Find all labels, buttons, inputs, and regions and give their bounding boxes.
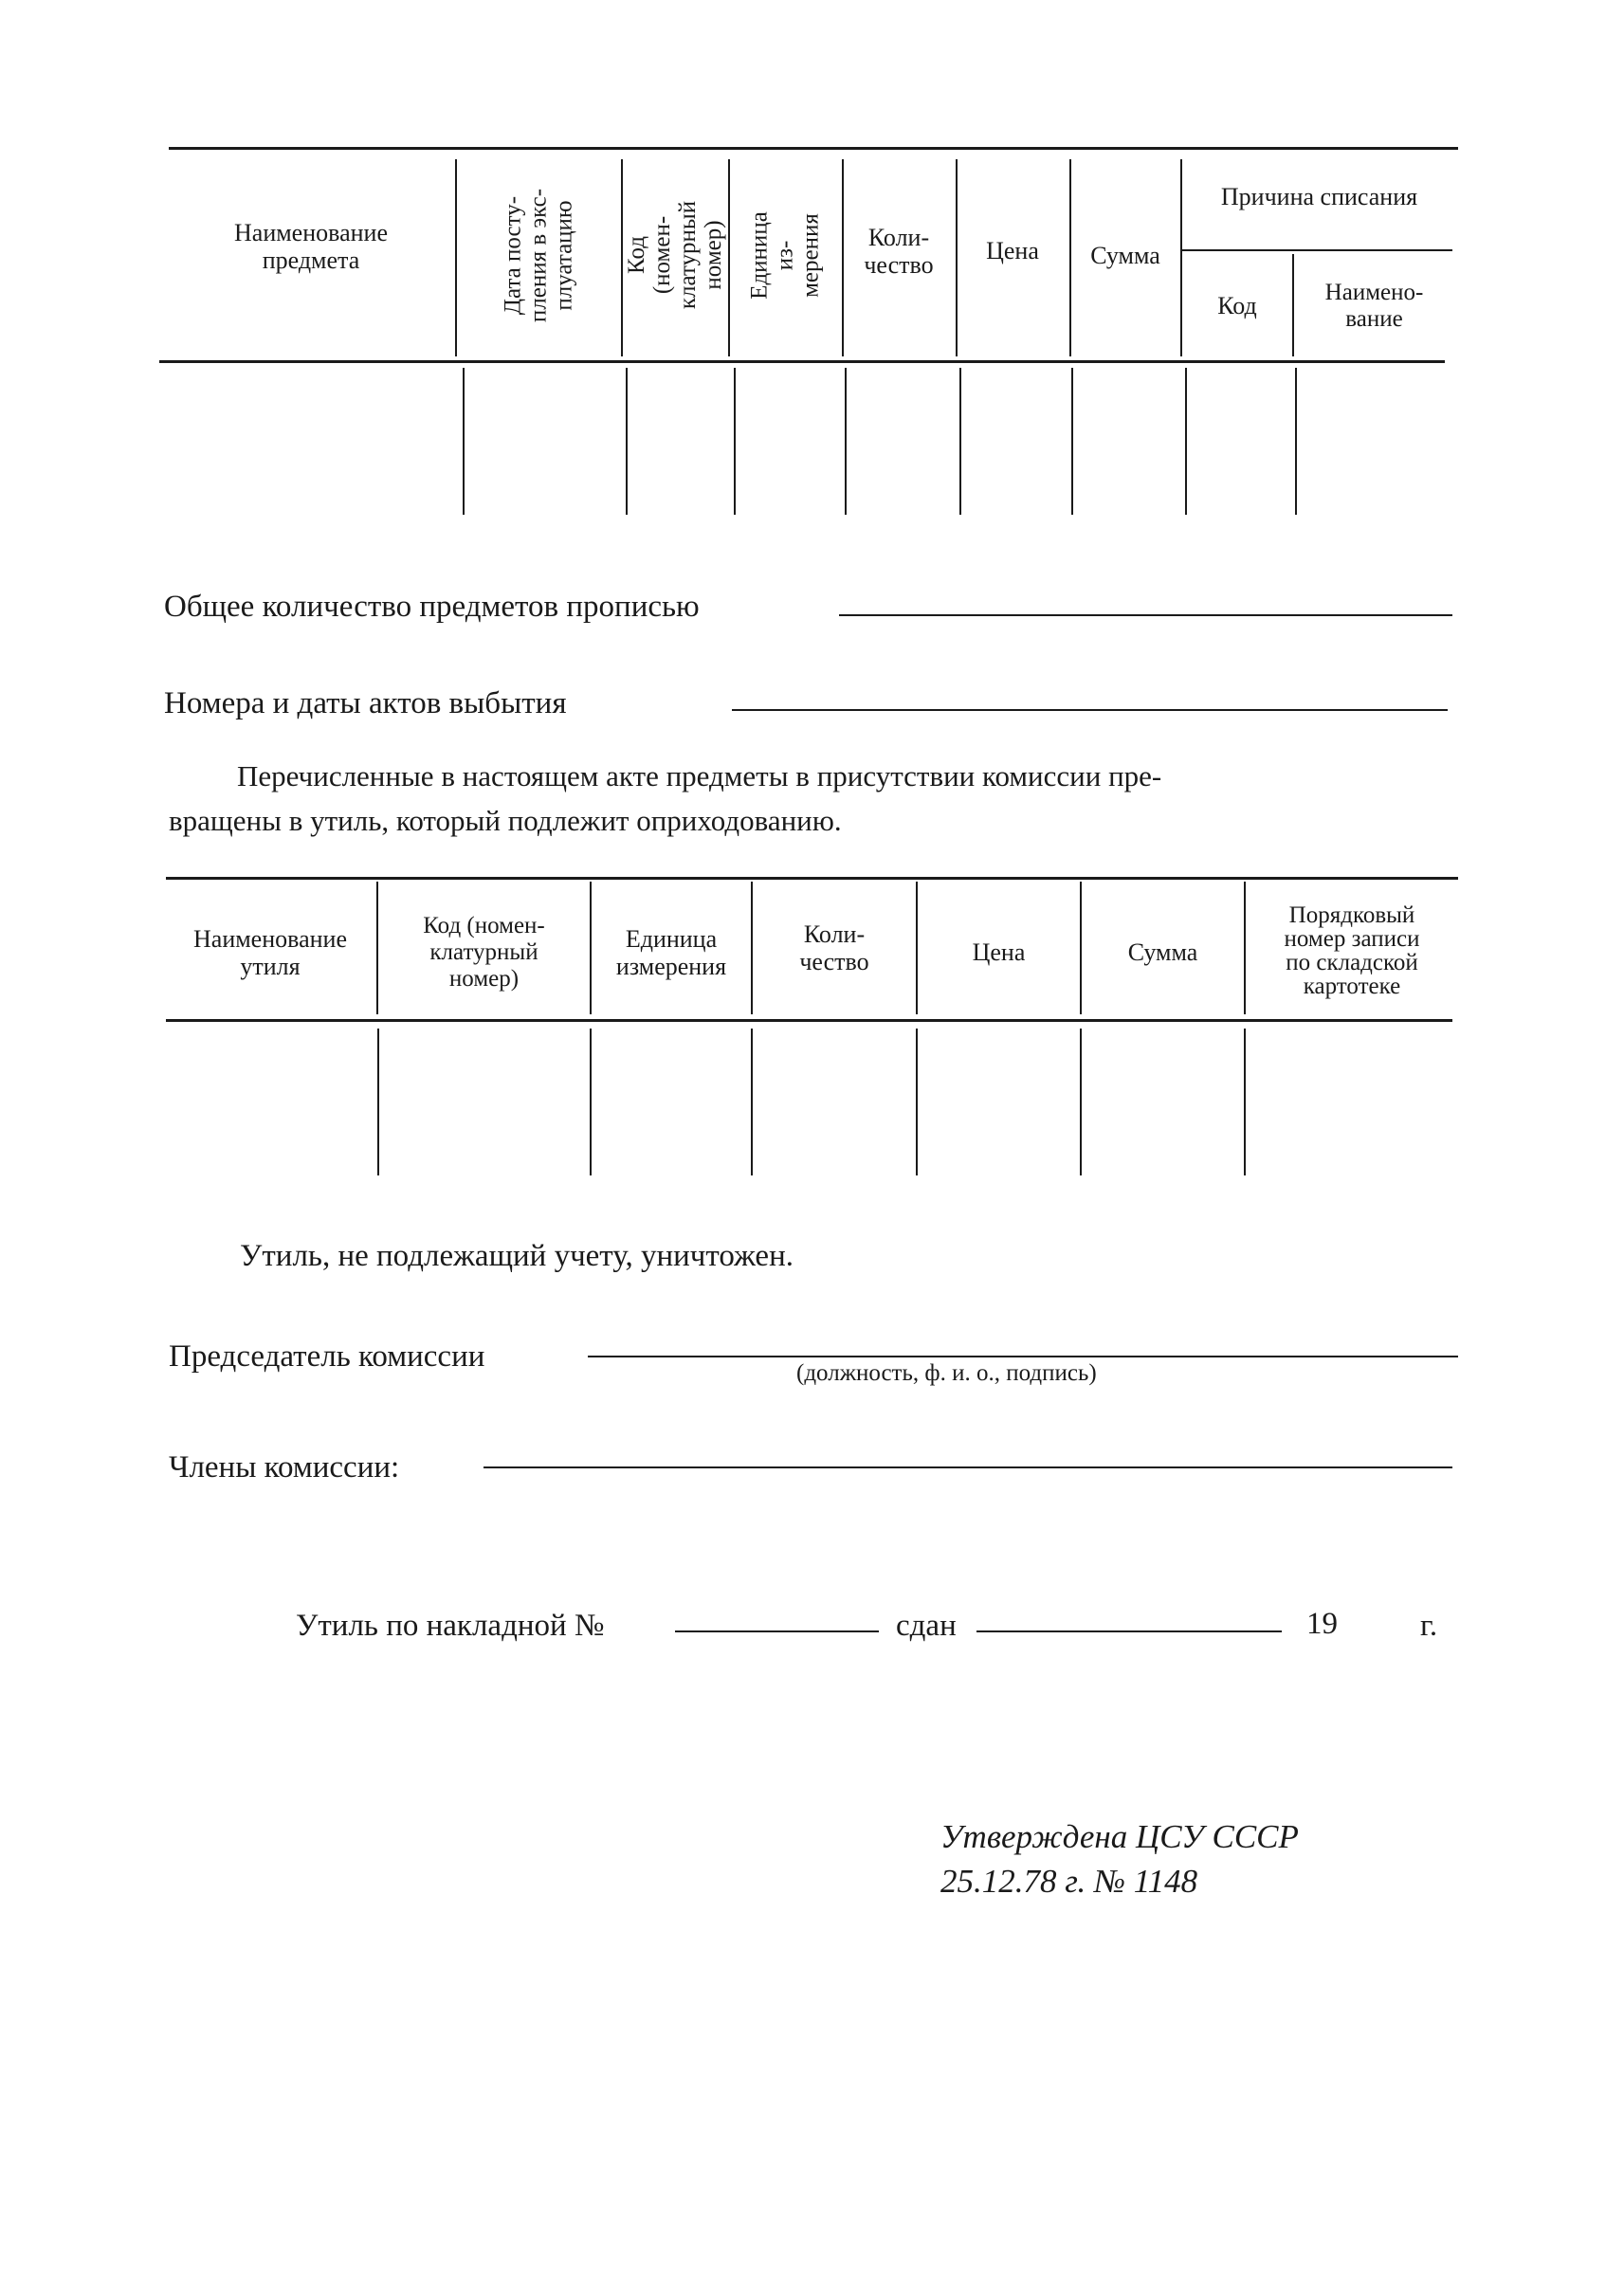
table2-header-code: Код (номен- клатурный номер) — [423, 913, 545, 992]
invoice-label: Утиль по накладной № — [296, 1609, 605, 1643]
chairman-label: Председатель комиссии — [169, 1339, 485, 1374]
scrap-destroyed-note: Утиль, не подлежащий учету, уничтожен. — [240, 1239, 794, 1273]
table2-col-divider — [1080, 882, 1082, 1014]
table2-header-record: Порядковый номер записи по складской картотеке — [1284, 902, 1420, 999]
table1-col-divider — [1069, 159, 1071, 356]
table1-header-code: Код (номен- клатурный номер) — [624, 200, 727, 310]
acts-label: Номера и даты актов выбытия — [164, 686, 567, 720]
invoice-number-field[interactable] — [675, 1630, 879, 1632]
table2-body-col-rule — [1244, 1029, 1246, 1175]
table1-header-date: Дата посту- пления в экс- плуатацию — [500, 188, 577, 322]
table2-col-divider — [751, 882, 753, 1014]
members-label: Члены комиссии: — [169, 1450, 400, 1484]
table1-header-sum: Сумма — [1090, 242, 1160, 270]
table1-header-reason: Причина списания — [1220, 182, 1418, 210]
chairman-field[interactable] — [588, 1356, 1458, 1357]
handed-label: сдан — [896, 1609, 957, 1643]
table1-col-divider — [728, 159, 730, 356]
table2-header-sum: Сумма — [1127, 938, 1198, 967]
total-items-label: Общее количество предметов прописью — [164, 590, 700, 624]
table2-col-divider — [916, 882, 918, 1014]
acts-field[interactable] — [732, 709, 1448, 711]
table1-body-col-rule — [1185, 368, 1187, 515]
table1-col-divider — [956, 159, 958, 356]
table1-body-col-rule — [845, 368, 847, 515]
table1-header-bottom-rule — [159, 360, 1445, 363]
table1-header-price: Цена — [986, 237, 1039, 265]
table2-header-price: Цена — [972, 938, 1026, 967]
table2-header-name: Наименование утиля — [193, 924, 347, 980]
table2-body-col-rule — [916, 1029, 918, 1175]
table1-col-divider — [1180, 159, 1182, 356]
table2-body-col-rule — [1080, 1029, 1082, 1175]
table2-body-col-rule — [377, 1029, 379, 1175]
table2-header-bottom-rule — [166, 1019, 1452, 1022]
table2-top-rule — [166, 877, 1458, 880]
table2-body-col-rule — [590, 1029, 592, 1175]
table2-col-divider — [1244, 882, 1246, 1014]
table2-body-col-rule — [751, 1029, 753, 1175]
table2-col-divider — [590, 882, 592, 1014]
chairman-hint: (должность, ф. и. о., подпись) — [796, 1360, 1097, 1386]
approval-line-1: Утверждена ЦСУ СССР — [940, 1818, 1299, 1855]
table1-body-col-rule — [626, 368, 628, 515]
table1-col-divider — [1292, 254, 1294, 356]
table2-col-divider — [376, 882, 378, 1014]
table1-col-divider — [621, 159, 623, 356]
table1-header-reason-code: Код — [1217, 292, 1257, 320]
year-prefix: 19 — [1306, 1607, 1338, 1641]
table1-body-col-rule — [734, 368, 736, 515]
utility-paragraph: Перечисленные в настоящем акте предметы в присутствии комиссии пре- вращены в утиль, который подлежит оприходованию. — [169, 759, 1162, 837]
table1-col-divider — [455, 159, 457, 356]
handed-date-field[interactable] — [976, 1630, 1282, 1632]
table1-body-col-rule — [959, 368, 961, 515]
approval-line-2: 25.12.78 г. № 1148 — [940, 1863, 1198, 1900]
table1-header-unit: Единица из- мерения — [746, 210, 824, 300]
table1-body-col-rule — [1295, 368, 1297, 515]
table1-header-qty: Коли- чество — [864, 223, 934, 279]
table1-body-col-rule — [1071, 368, 1073, 515]
table1-col-divider — [842, 159, 844, 356]
members-field[interactable] — [484, 1466, 1452, 1468]
table1-header-reason-name: Наимено- вание — [1324, 279, 1424, 332]
table1-body-col-rule — [463, 368, 465, 515]
table2-header-unit: Единица измерения — [615, 924, 727, 980]
table2-header-qty: Коли- чество — [799, 920, 869, 975]
table1-top-rule — [169, 147, 1458, 150]
year-suffix: г. — [1420, 1609, 1438, 1643]
total-items-field[interactable] — [839, 614, 1452, 616]
table1-reason-subrule — [1182, 249, 1452, 251]
table1-header-name: Наименование предмета — [234, 218, 388, 274]
